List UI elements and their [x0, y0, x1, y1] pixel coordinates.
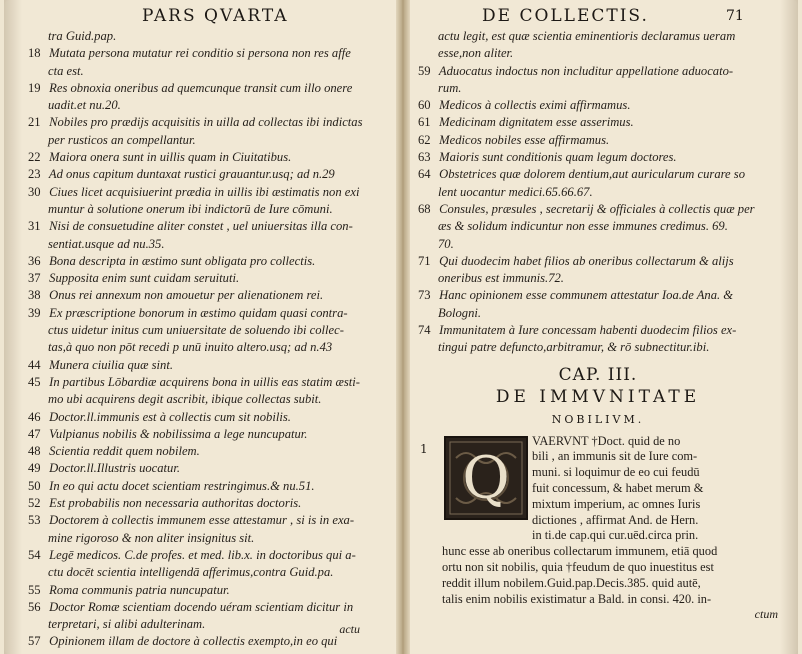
summary-line [28, 547, 384, 564]
summary-text: Obstetrices quæ dolorem dentium,aut auricularum curare so [439, 167, 745, 182]
summary-text: Medicos à collectis eximi affirmamus. [439, 98, 631, 113]
summary-text: terpretari, si alibi adulterinam. [48, 617, 206, 632]
summary-line [418, 28, 778, 45]
right-column [418, 28, 778, 622]
summary-line [28, 45, 384, 62]
summary-line [28, 391, 384, 408]
summary-line [28, 374, 384, 391]
summary-text: mine rigoroso & non aliter insignitus sit. [48, 530, 255, 545]
summary-number: 47 [28, 426, 41, 441]
summary-text: Bona descripta in æstimo sunt obligata pro collectis. [49, 253, 316, 268]
summary-text: Ciues licet acquisiuerint prædia in uillis ibi æstimatis non exi [49, 184, 360, 199]
summary-text: Maiora onera sunt in uillis quam in Ciuitatibus. [49, 150, 292, 165]
summary-number: 38 [28, 288, 41, 303]
body-line: dictiones , affirmat And. de Hern. [532, 512, 699, 527]
summary-line [28, 63, 384, 80]
summary-text: Bologni. [438, 305, 482, 320]
summary-text: 70. [438, 236, 454, 251]
summary-line [28, 530, 384, 547]
summary-text: In eo qui actu docet scientiam restringimus.& nu.51. [49, 478, 315, 493]
summary-line [418, 63, 778, 80]
chapter-number: CAP. III. [558, 364, 638, 385]
summary-text: Roma communis patria nuncupatur. [49, 582, 230, 597]
summary-line [418, 305, 778, 322]
summary-line [28, 97, 384, 114]
left-summary-column [28, 28, 384, 651]
summary-text: Nisi de consuetudine aliter constet , uel uniuersitas illa con- [49, 219, 353, 234]
summary-line [418, 253, 778, 270]
summary-line [418, 132, 778, 149]
summary-line [28, 339, 384, 356]
summary-line [28, 149, 384, 166]
chapter-body [418, 434, 778, 608]
summary-number: 39 [28, 305, 41, 320]
summary-line [28, 201, 384, 218]
summary-line [28, 564, 384, 581]
body-line: hunc esse ab oneribus collectarum immunem, etiā quod [442, 544, 718, 559]
summary-text: Maioris sunt conditionis quam legum doctores. [439, 150, 677, 165]
summary-text: Legē medicos. C.de profes. et med. lib.x. in doctoribus qui a- [49, 547, 356, 562]
summary-text: Doctor Romæ scientiam docendo uéram scientiam dicitur in [49, 599, 354, 614]
summary-line [28, 322, 384, 339]
summary-text: actu legit, est quæ scientia eminentioris declaramus ueram [438, 29, 736, 43]
summary-line [28, 184, 384, 201]
summary-number: 64 [418, 167, 431, 182]
summary-line [28, 236, 384, 253]
summary-line [28, 218, 384, 235]
summary-text: oneribus est immunis.72. [438, 271, 564, 286]
summary-number: 23 [28, 167, 41, 182]
summary-number: 63 [418, 150, 431, 165]
summary-number: 74 [418, 323, 431, 338]
summary-number: 36 [28, 253, 41, 268]
summary-text: rum. [438, 80, 462, 95]
summary-number: 53 [28, 513, 41, 528]
page-number: 71 [726, 8, 744, 24]
summary-text: Qui duodecim habet filios ab oneribus collectarum & alijs [439, 253, 734, 268]
summary-line [28, 132, 384, 149]
summary-line [418, 149, 778, 166]
summary-line [28, 270, 384, 287]
summary-text: sentiat.usque ad nu.35. [48, 236, 165, 251]
summary-text: In partibus Lōbardiæ acquirens bona in uillis eas statim æsti- [49, 374, 360, 389]
summary-number: 54 [28, 547, 41, 562]
summary-text: cta est. [48, 63, 84, 78]
summary-number: 61 [418, 115, 431, 130]
summary-text: tingui patre defuncto,arbitramur, & rō subnectitur.ibi. [438, 340, 710, 355]
summary-line [28, 582, 384, 599]
summary-text: per rusticos an compellantur. [48, 132, 196, 147]
summary-text: Doctorem à collectis immunem esse attestamur , si is in exa- [49, 513, 355, 528]
summary-number: 60 [418, 98, 431, 113]
summary-number: 57 [28, 634, 41, 649]
summary-number: 46 [28, 409, 41, 424]
summary-number: 18 [28, 46, 41, 61]
summary-line [28, 357, 384, 374]
summary-line [418, 322, 778, 339]
body-line: bili , an immunis sit de Iure com- [532, 449, 698, 464]
summary-text: mo ubi acquirens degit ascribit, ibique collectas subit. [48, 392, 322, 407]
summary-line [418, 236, 778, 253]
right-running-head: DE COLLECTIS. [482, 6, 649, 26]
summary-number: 56 [28, 599, 41, 614]
summary-text: tra Guid.pap. [48, 29, 117, 43]
summary-text: Aduocatus indoctus non includitur appellatione aduocato- [438, 63, 734, 78]
summary-number: 52 [28, 496, 41, 511]
summary-text: ctus uidetur initus cum uniuersitate de soluendo ibi collec- [48, 323, 344, 338]
summary-text: Ad onus capitum duntaxat rustici grauantur.usq; ad n.29 [48, 167, 335, 182]
summary-line [418, 287, 778, 304]
summary-line [418, 166, 778, 183]
summary-text: æs & solidum indicuntur non esse immunes credimus. 69. [438, 219, 728, 234]
summary-line [418, 270, 778, 287]
right-edge-shadow [780, 0, 798, 654]
summary-number: 44 [28, 357, 41, 372]
summary-number: 62 [418, 132, 431, 147]
summary-line [418, 218, 778, 235]
summary-text: Munera ciuilia quæ sint. [49, 357, 173, 372]
summary-text: Medicinam dignitatem esse asserimus. [439, 115, 634, 130]
summary-text: Opinionem illam de doctore à collectis exempto,in eo qui [49, 634, 338, 649]
body-line: VAERVNT †Doct. quid de no [532, 433, 681, 448]
chapter-heading: DE IMMVNITATE [495, 386, 701, 407]
body-line: fuit concessum, & habet merum & [532, 481, 704, 496]
summary-number: 50 [28, 478, 41, 493]
summary-number: 49 [28, 461, 41, 476]
summary-text: uadit.et nu.20. [48, 98, 121, 113]
decorated-initial [444, 436, 528, 520]
summary-line [28, 599, 384, 616]
left-catchword: actu [339, 622, 360, 636]
summary-line [28, 166, 384, 183]
summary-text: muntur à solutione onerum ibi indictorū de Iure cōmuni. [48, 201, 333, 216]
summary-number: 48 [28, 444, 41, 459]
summary-text: Nobiles pro prædijs acquisitis in uilla ad collectas ibi indictas [49, 115, 363, 130]
summary-number: 71 [418, 253, 431, 268]
summary-number: 55 [28, 582, 41, 597]
summary-text: Hanc opinionem esse communem attestatur Ioa.de Ana. & [439, 288, 734, 303]
summary-text: esse,non aliter. [438, 46, 514, 61]
right-catchword: ctum [754, 607, 778, 622]
chapter-subheading: NOBILIVM. [551, 412, 645, 426]
summary-text: tas,à quo non pōt recedi p unū inuito altero.usq; ad n.43 [48, 340, 333, 355]
summary-line [418, 201, 778, 218]
summary-text: Consules, præsules , secretarij & officiales à collectis quæ per [439, 201, 755, 216]
summary-number: 22 [28, 150, 41, 165]
body-line: in ti.de cap.qui cur.uēd.circa prin. [532, 528, 699, 543]
summary-text: Doctor.ll.immunis est à collectis cum sit nobilis. [49, 409, 291, 424]
summary-line [28, 253, 384, 270]
body-line: muni. si loquimur de eo cui feudū [532, 465, 700, 480]
summary-text: ctu docēt scientia intelligendā afferimus,contra Guid.pa. [48, 565, 334, 580]
summary-text: Doctor.ll.Illustris uocatur. [49, 461, 180, 476]
summary-line [28, 287, 384, 304]
body-line: talis enim nobilis existimatur a Bald. in consi. 420. in- [442, 591, 712, 606]
summary-line [418, 184, 778, 201]
left-running-head: PARS QVARTA [142, 6, 289, 26]
summary-line [28, 114, 384, 131]
left-edge-shadow [4, 0, 22, 654]
summary-number: 21 [28, 115, 41, 130]
summary-line [28, 305, 384, 322]
summary-number: 31 [28, 219, 41, 234]
summary-line [28, 426, 384, 443]
summary-text: Immunitatem à Iure concessam habenti duodecim filios ex- [439, 323, 737, 338]
summary-line [28, 80, 384, 97]
summary-number: 59 [418, 63, 431, 78]
summary-text: Est probabilis non necessaria authoritas doctoris. [49, 496, 302, 511]
body-paragraph-number: 1 [420, 441, 428, 456]
summary-line [28, 443, 384, 460]
summary-number: 19 [28, 80, 41, 95]
summary-line [28, 478, 384, 495]
summary-text: Vulpianus nobilis & nobilissima a lege nuncupatur. [49, 426, 308, 441]
summary-text: Onus rei annexum non amouetur per alienationem rei. [49, 288, 324, 303]
summary-line [28, 409, 384, 426]
summary-number: 45 [28, 374, 41, 389]
summary-line [418, 339, 778, 356]
summary-line [28, 512, 384, 529]
book-gutter [396, 0, 410, 654]
initial-letter: Q [462, 443, 510, 512]
summary-text: Mutata persona mutatur rei conditio si persona non res affe [49, 46, 351, 61]
summary-text: Medicos nobiles esse affirmamus. [439, 132, 610, 147]
summary-line [28, 460, 384, 477]
summary-text: Ex præscriptione bonorum in æstimo quidam quasi contra- [49, 305, 348, 320]
summary-number: 37 [28, 271, 41, 286]
summary-number: 73 [418, 288, 431, 303]
summary-text: Res obnoxia oneribus ad quemcunque transit cum illo onere [49, 80, 353, 95]
summary-text: Scientia reddit quem nobilem. [49, 444, 200, 459]
body-line: reddit illum nobilem.Guid.pap.Decis.385. quid autē, [442, 575, 701, 590]
summary-line [418, 45, 778, 62]
summary-line [418, 114, 778, 131]
summary-line [418, 97, 778, 114]
right-summary-list [418, 28, 778, 357]
summary-line [28, 495, 384, 512]
summary-line [28, 28, 384, 45]
summary-number: 68 [418, 201, 431, 216]
body-line: ortu non sit nobilis, quia †feudum de quo inuestitus est [442, 560, 714, 575]
body-line: mixtum imperium, ac omnes Iuris [532, 496, 701, 511]
summary-text: Supposita enim sunt cuidam seruituti. [49, 271, 240, 286]
summary-text: lent uocantur medici.65.66.67. [438, 184, 593, 199]
summary-line [418, 80, 778, 97]
summary-number: 30 [28, 184, 41, 199]
